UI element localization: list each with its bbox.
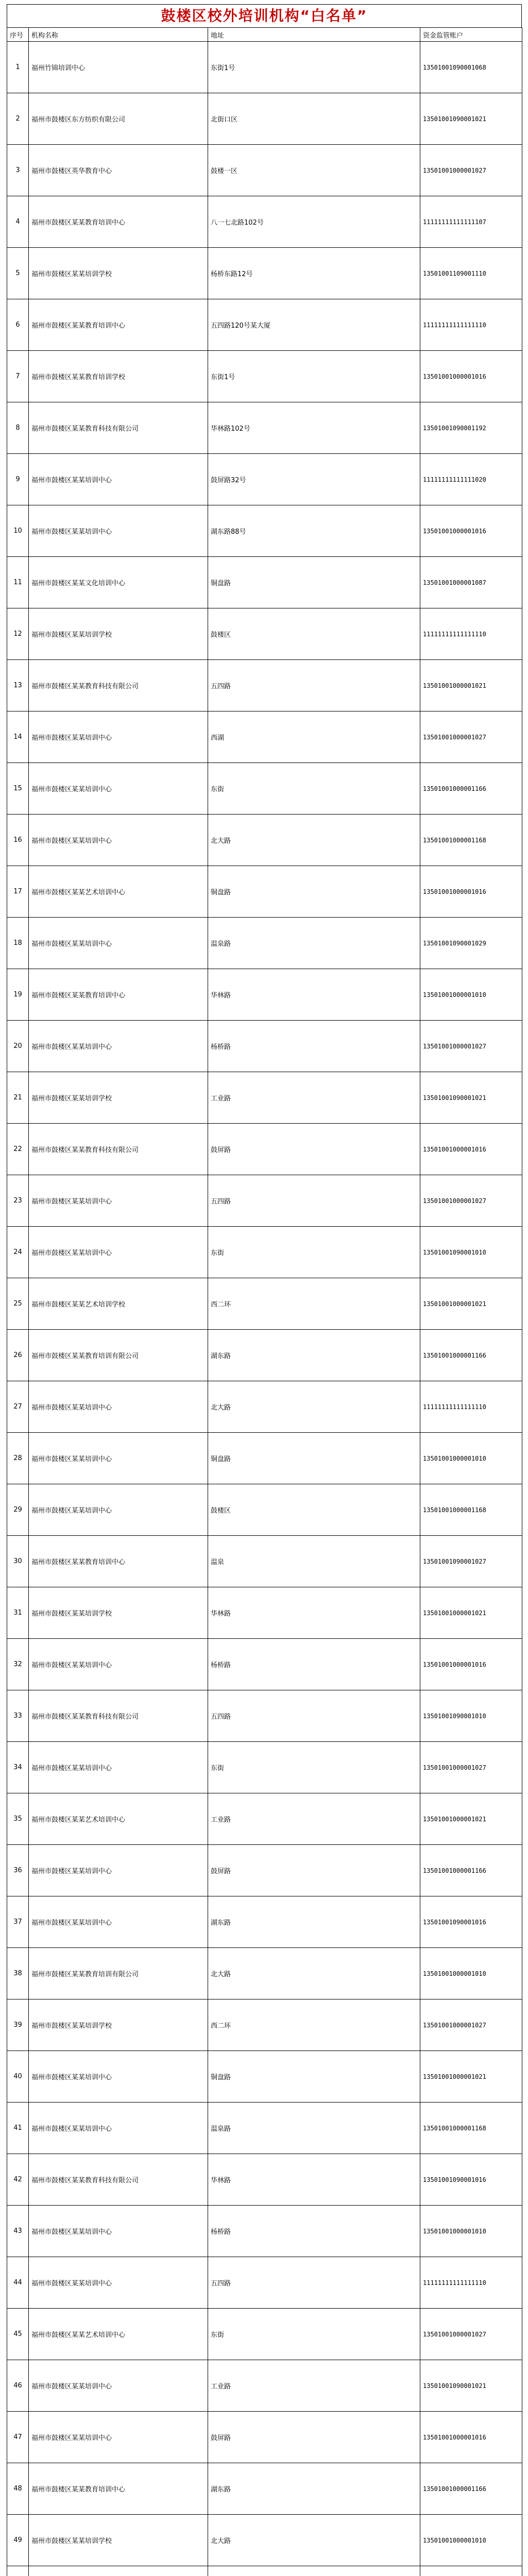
table-row [7,299,522,351]
escrow-account: 13501001000001166 [420,2463,522,2515]
escrow-account: 13501001000001016 [420,1124,522,1175]
row-index: 37 [7,1896,29,1948]
table-row [7,2463,522,2515]
escrow-account: 13501001000001021 [420,2051,522,2103]
table-row [7,2309,522,2360]
institution-address: 五四路 [208,1690,420,1742]
institution-name: 福州市鼓楼区某某培训中心 [29,454,208,505]
header-index: 序号 [7,28,29,42]
institution-name: 福州市鼓楼区某某培训中心 [29,1742,208,1793]
escrow-account: 13501001000001010 [420,2206,522,2257]
institution-address: 五四路120号某大厦 [208,299,420,351]
escrow-account: 13501001000001010 [420,1948,522,1999]
institution-address: 工业路 [208,1072,420,1124]
institution-address: 东街1号 [208,351,420,402]
institution-address: 八一七北路102号 [208,196,420,248]
escrow-account: 13501001000001010 [420,2515,522,2566]
institution-address: 温泉 [208,1536,420,1587]
row-index: 20 [7,1021,29,1072]
table-row [7,1587,522,1639]
table-row [7,763,522,815]
institution-address: 工业路 [208,2360,420,2412]
header-address: 地址 [208,28,420,42]
escrow-account: 13501001090001021 [420,1072,522,1124]
table-row [7,866,522,918]
table-row [7,1021,522,1072]
institution-name: 福州市鼓楼区某某教育培训有限公司 [29,1948,208,1999]
table-row [7,815,522,866]
escrow-account: 13501001000001168 [420,815,522,866]
escrow-account: 13501001090001068 [420,42,522,93]
page-title: 鼓楼区校外培训机构“白名单” [7,4,522,27]
escrow-account: 11111111111111110 [420,299,522,351]
row-index: 40 [7,2051,29,2103]
row-index: 47 [7,2412,29,2463]
row-index: 4 [7,196,29,248]
institution-name: 福州市鼓楼区某某培训中心 [29,815,208,866]
escrow-account: 13501001000001016 [420,866,522,918]
row-index: 13 [7,660,29,711]
institution-address: 华林路 [208,969,420,1021]
institution-name: 福州市鼓楼区某某培训中心 [29,1227,208,1278]
institution-name: 福州市鼓楼区某某培训学校 [29,1999,208,2051]
row-index: 39 [7,1999,29,2051]
escrow-account: 13501001000001021 [420,1793,522,1845]
escrow-account: 11111111111111110 [420,608,522,660]
table-row [7,505,522,557]
row-index: 27 [7,1381,29,1433]
institution-name: 福州市鼓楼区英华教育中心 [29,145,208,196]
escrow-account: 13501001000001027 [420,2309,522,2360]
institution-name: 福州市鼓楼区某某教育科技有限公司 [29,2154,208,2206]
row-index: 11 [7,557,29,608]
row-index [7,2566,29,2576]
institution-address: 东街 [208,1742,420,1793]
escrow-account: 13501001109001110 [420,248,522,299]
table-row [7,2206,522,2257]
institution-name: 福州市鼓楼区某某教育科技有限公司 [29,402,208,454]
institution-address: 西二环 [208,1278,420,1330]
escrow-account: 13501001000001027 [420,711,522,763]
institution-name: 福州市鼓楼区某某教育科技有限公司 [29,1124,208,1175]
table-row [7,1330,522,1381]
row-index: 21 [7,1072,29,1124]
header-account: 资金监管账户 [420,28,522,42]
institution-name: 福州市鼓楼区某某培训中心 [29,2103,208,2154]
escrow-account: 13501001090001010 [420,1690,522,1742]
row-index: 14 [7,711,29,763]
institution-address: 工业路 [208,1793,420,1845]
row-index: 12 [7,608,29,660]
escrow-account: 13501001000001021 [420,1587,522,1639]
table-row [7,93,522,145]
institution-name: 福州市鼓楼区某某培训中心 [29,1021,208,1072]
table-row [7,711,522,763]
institution-name: 福州市鼓楼区某某培训中心 [29,1175,208,1227]
institution-address: 鼓楼一区 [208,145,420,196]
institution-address: 西二环 [208,1999,420,2051]
table-row [7,1484,522,1536]
whitelist-table [7,27,522,2576]
institution-name: 福州竹锦培训中心 [29,42,208,93]
escrow-account: 13501001000001016 [420,2412,522,2463]
institution-address: 湖东路 [208,2463,420,2515]
institution-name: 福州市鼓楼区某某培训中心 [29,1896,208,1948]
institution-name: 福州市鼓楼区某某教育科技有限公司 [29,1690,208,1742]
escrow-account: 13501001000001010 [420,969,522,1021]
institution-address: 北街口区 [208,93,420,145]
table-row [7,1793,522,1845]
row-index: 32 [7,1639,29,1690]
institution-name: 福州市鼓楼区某某教育培训中心 [29,969,208,1021]
escrow-account: 11111111111111110 [420,1381,522,1433]
institution-address: 鼓楼区 [208,1484,420,1536]
table-row [7,2257,522,2309]
institution-name: 福州市鼓楼区某某艺术培训中心 [29,1793,208,1845]
institution-name: 福州市鼓楼区某某教育培训中心 [29,299,208,351]
institution-name: 福州市鼓楼区某某培训学校 [29,1072,208,1124]
row-index: 36 [7,1845,29,1896]
table-row [7,557,522,608]
institution-address: 湖东路88号 [208,505,420,557]
row-index: 7 [7,351,29,402]
institution-address: 北大路 [208,1381,420,1433]
table-row [7,1948,522,1999]
table-row [7,1278,522,1330]
institution-name: 福州市鼓楼区某某培训中心 [29,1845,208,1896]
row-index: 48 [7,2463,29,2515]
institution-name: 福州市鼓楼区某某培训中心 [29,1639,208,1690]
institution-address: 东街1号 [208,42,420,93]
escrow-account: 13501001000001021 [420,1278,522,1330]
table-body [7,42,522,2576]
institution-name: 福州市鼓楼区某某艺术培训中心 [29,2309,208,2360]
institution-address: 铜盘路 [208,2051,420,2103]
institution-name: 福州市鼓楼区某某培训中心 [29,505,208,557]
table-row [7,918,522,969]
table-row [7,1896,522,1948]
escrow-account: 13501001090001016 [420,2154,522,2206]
escrow-account: 13501001000001168 [420,1484,522,1536]
table-row [7,454,522,505]
table-row [7,660,522,711]
institution-name: 福州市鼓楼区某某培训中心 [29,2206,208,2257]
institution-name: 福州市鼓楼区某某文化培训中心 [29,557,208,608]
institution-name: 福州市鼓楼区某某培训中心 [29,918,208,969]
institution-address: 五四路 [208,1175,420,1227]
institution-name: 福州市鼓楼区某某教育培训学校 [29,351,208,402]
table-row [7,196,522,248]
table-row [7,2566,522,2576]
row-index: 24 [7,1227,29,1278]
escrow-account: 13501001000001166 [420,1330,522,1381]
table-row [7,1639,522,1690]
institution-name: 福州市鼓楼区某某培训中心 [29,1484,208,1536]
row-index: 41 [7,2103,29,2154]
row-index: 5 [7,248,29,299]
institution-address: 鼓屏路32号 [208,454,420,505]
escrow-account: 13501001000001027 [420,1175,522,1227]
table-row [7,2154,522,2206]
row-index: 34 [7,1742,29,1793]
institution-address: 鼓屏路 [208,1124,420,1175]
institution-address: 铜盘路 [208,557,420,608]
institution-name: 福州市鼓楼区某某培训中心 [29,2412,208,2463]
escrow-account: 13501001000001168 [420,2103,522,2154]
institution-address: 铜盘路 [208,1433,420,1484]
row-index: 28 [7,1433,29,1484]
table-row [7,402,522,454]
escrow-account: 13501001000001016 [420,351,522,402]
institution-name: 福州市鼓楼区某某培训中心 [29,2051,208,2103]
institution-address: 东街 [208,2309,420,2360]
table-row [7,248,522,299]
table-row [7,1536,522,1587]
row-index: 29 [7,1484,29,1536]
institution-address: 五四路 [208,2257,420,2309]
row-index: 46 [7,2360,29,2412]
escrow-account: 13501001090001021 [420,93,522,145]
institution-name: 福州市鼓楼区某某艺术培训中心 [29,866,208,918]
row-index: 10 [7,505,29,557]
institution-address: 铜盘路 [208,866,420,918]
header-name: 机构名称 [29,28,208,42]
escrow-account: 13501001000001166 [420,1845,522,1896]
table-header-row [7,28,522,42]
escrow-account: 13501001000001027 [420,1021,522,1072]
escrow-account: 13501001000001010 [420,1433,522,1484]
table-row [7,1072,522,1124]
institution-name: 福州市鼓楼区某某教育科技有限公司 [29,660,208,711]
institution-name: 福州市鼓楼区某某培训中心 [29,763,208,815]
escrow-account: 13501001090001029 [420,918,522,969]
escrow-account: 13501001090001010 [420,1227,522,1278]
table-row [7,2412,522,2463]
institution-name: 福州市鼓楼区某某教育培训中心 [29,2463,208,2515]
institution-address: 鼓屏路 [208,2412,420,2463]
row-index: 43 [7,2206,29,2257]
escrow-account: 11111111111111107 [420,196,522,248]
escrow-account: 13501001090001192 [420,402,522,454]
table-row [7,42,522,93]
table-row [7,2051,522,2103]
row-index: 42 [7,2154,29,2206]
row-index: 1 [7,42,29,93]
institution-address: 鼓屏路 [208,1845,420,1896]
table-row [7,969,522,1021]
table-row [7,1175,522,1227]
row-index: 6 [7,299,29,351]
institution-name: 福州市鼓楼区某某教育培训中心 [29,196,208,248]
table-row [7,1227,522,1278]
escrow-account: 11111111111111110 [420,2257,522,2309]
institution-address: 华林路 [208,2154,420,2206]
row-index: 33 [7,1690,29,1742]
escrow-account: 13501001090001016 [420,1896,522,1948]
table-row [7,608,522,660]
institution-address: 五四路 [208,660,420,711]
row-index: 49 [7,2515,29,2566]
table-row [7,1845,522,1896]
institution-address: 湖东路 [208,1330,420,1381]
institution-name: 福州市鼓楼区东方纺织有限公司 [29,93,208,145]
row-index: 2 [7,93,29,145]
whitelist-sheet [7,4,522,2576]
institution-address: 东街 [208,763,420,815]
row-index: 26 [7,1330,29,1381]
row-index: 17 [7,866,29,918]
escrow-account: 13501001090001021 [420,2360,522,2412]
row-index: 15 [7,763,29,815]
institution-address: 北大路 [208,2515,420,2566]
row-index: 19 [7,969,29,1021]
table-row [7,1742,522,1793]
institution-name: 福州市鼓楼区某某培训中心 [29,2257,208,2309]
escrow-account: 13501001000001027 [420,1999,522,2051]
row-index: 9 [7,454,29,505]
institution-name: 福州市鼓楼区某某培训学校 [29,1587,208,1639]
row-index: 16 [7,815,29,866]
row-index: 3 [7,145,29,196]
institution-address: 华林路 [208,1587,420,1639]
row-index: 30 [7,1536,29,1587]
institution-address: 西湖 [208,711,420,763]
table-row [7,2103,522,2154]
institution-name: 福州市鼓楼区某某培训学校 [29,2515,208,2566]
institution-name: 福州市鼓楼区某某培训中心 [29,1433,208,1484]
escrow-account: 13501001000001027 [420,1742,522,1793]
table-row [7,145,522,196]
table-row [7,1124,522,1175]
row-index: 31 [7,1587,29,1639]
institution-name: 福州市鼓楼区某某教育培训中心 [29,1536,208,1587]
institution-name: 福州市鼓楼区某某艺术培训学校 [29,1278,208,1330]
row-index: 44 [7,2257,29,2309]
escrow-account: 13501001000001016 [420,1639,522,1690]
escrow-account: 13501001090001027 [420,1536,522,1587]
table-row [7,2360,522,2412]
row-index: 38 [7,1948,29,1999]
escrow-account: 13501001000001016 [420,505,522,557]
institution-address: 鼓楼区 [208,608,420,660]
table-row [7,2515,522,2566]
institution-address: 北大路 [208,1948,420,1999]
institution-name [29,2566,208,2576]
institution-address: 湖东路 [208,1896,420,1948]
institution-address: 北大路 [208,815,420,866]
institution-address: 杨桥路 [208,1021,420,1072]
institution-name: 福州市鼓楼区某某培训中心 [29,1381,208,1433]
row-index: 8 [7,402,29,454]
institution-address: 华林路102号 [208,402,420,454]
row-index: 45 [7,2309,29,2360]
institution-address: 温泉路 [208,2103,420,2154]
escrow-account [420,2566,522,2576]
escrow-account: 13501001000001027 [420,145,522,196]
table-row [7,351,522,402]
institution-name: 福州市鼓楼区某某培训中心 [29,711,208,763]
escrow-account: 13501001000001021 [420,660,522,711]
institution-address: 东街 [208,1227,420,1278]
table-row [7,1381,522,1433]
institution-address: 杨桥东路12号 [208,248,420,299]
row-index: 18 [7,918,29,969]
table-row [7,1690,522,1742]
escrow-account: 13501001000001087 [420,557,522,608]
row-index: 35 [7,1793,29,1845]
institution-name: 福州市鼓楼区某某培训中心 [29,2360,208,2412]
institution-address: 杨桥路 [208,1639,420,1690]
table-row [7,1999,522,2051]
row-index: 25 [7,1278,29,1330]
institution-address: 温泉路 [208,918,420,969]
table-row [7,1433,522,1484]
institution-address [208,2566,420,2576]
row-index: 22 [7,1124,29,1175]
institution-name: 福州市鼓楼区某某培训学校 [29,248,208,299]
institution-address: 杨桥路 [208,2206,420,2257]
escrow-account: 11111111111111020 [420,454,522,505]
escrow-account: 13501001000001166 [420,763,522,815]
row-index: 23 [7,1175,29,1227]
institution-name: 福州市鼓楼区某某培训学校 [29,608,208,660]
institution-name: 福州市鼓楼区某某教育培训有限公司 [29,1330,208,1381]
